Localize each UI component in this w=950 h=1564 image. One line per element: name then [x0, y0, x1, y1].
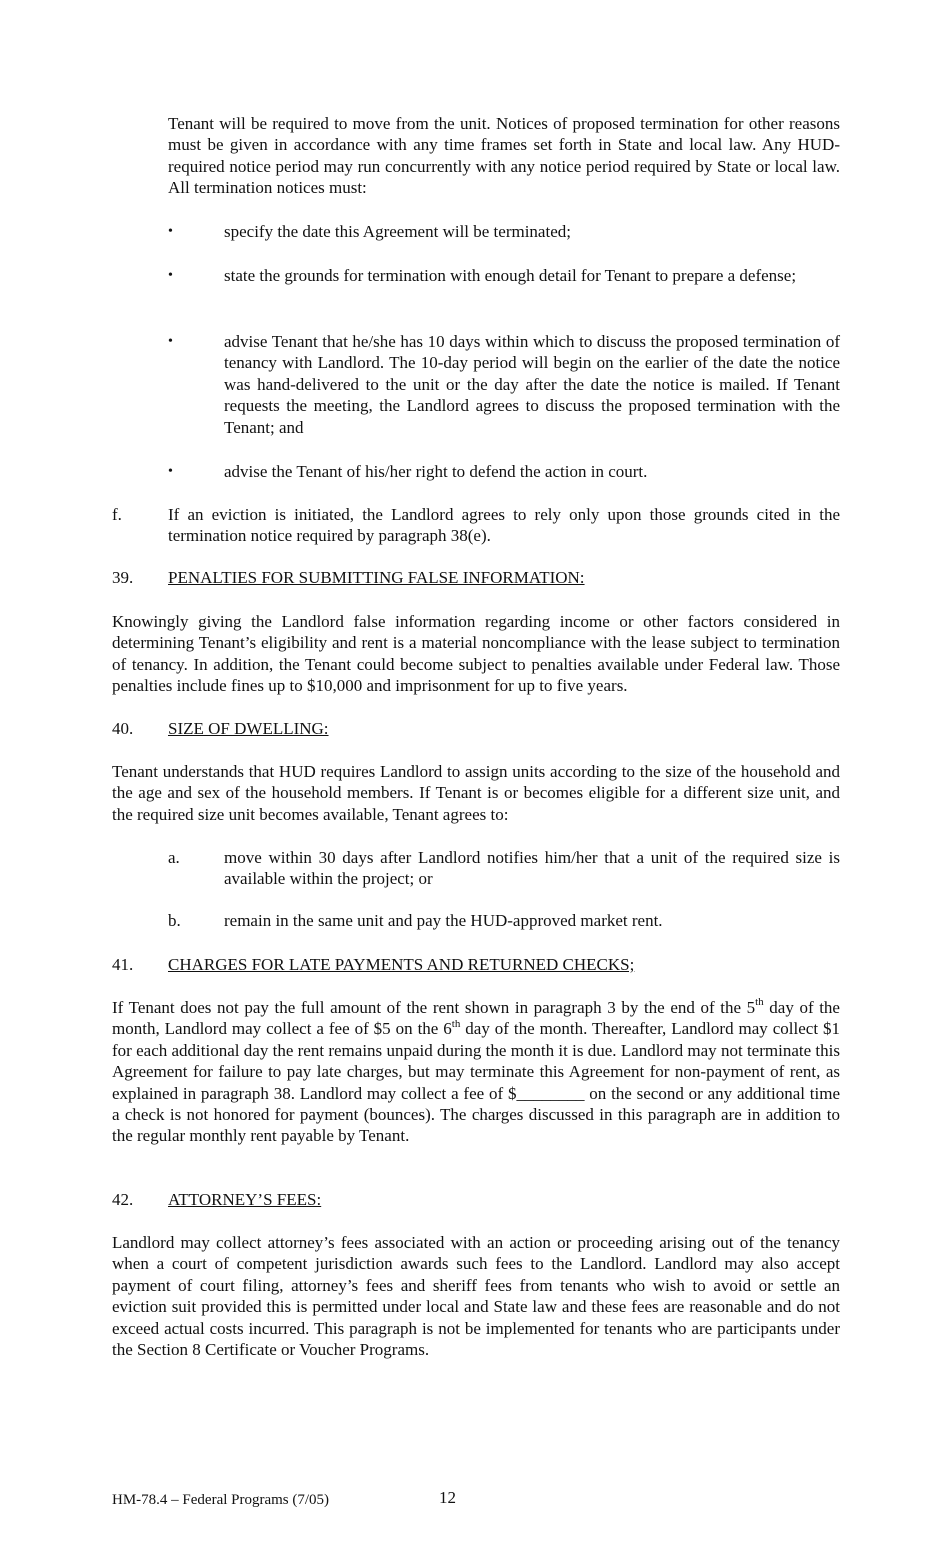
footer-form-id: HM-78.4 – Federal Programs (7/05) [112, 1492, 330, 1508]
section-42-number: 42. [112, 1190, 134, 1209]
item-f-text: If an eviction is initiated, the Landlord agrees to rely only upon those grounds cited in the termination notice required by paragraph 38(e). [168, 505, 840, 546]
superscript: th [451, 1017, 461, 1030]
page-number: 12 [439, 1488, 456, 1507]
section-39-body: Knowingly giving the Landlord false information regarding income or other factors considered in determining Tenant’s eligibility and rent is a material noncompliance with the lease subject to termination of tenancy. In addition, the Tenant could become subject to penalties available under Federal law. Those penalties include fines up to $10,000 and imprisonment for up to five years. [112, 612, 840, 696]
bullet-text: specify the date this Agreement will be terminated; [224, 222, 571, 241]
bullet-icon: • [168, 334, 173, 349]
bullet-text: advise the Tenant of his/her right to defend the action in court. [224, 462, 648, 481]
bullet-icon: • [168, 268, 173, 283]
list-item [168, 461, 840, 482]
section-39-number: 39. [112, 568, 134, 587]
bullet-text: advise Tenant that he/she has 10 days within which to discuss the proposed termination of tenancy with Landlord. The 10-day period will begin on the earlier of the date the notice was hand-delivered to the unit or the day after the date the notice is mailed. If Tenant requests the meeting, the Landlord agrees to discuss the proposed termination with the Tenant; and [224, 332, 840, 437]
section-40-item-text: remain in the same unit and pay the HUD-approved market rent. [224, 911, 663, 930]
section-40-item-label: a. [168, 848, 180, 867]
bullet-icon: • [168, 464, 173, 479]
section-40-heading: SIZE OF DWELLING: [168, 719, 329, 738]
superscript: th [755, 996, 764, 1009]
list-item [168, 221, 840, 242]
section-40-number: 40. [112, 719, 134, 738]
section-41-body: If Tenant does not pay the full amount of the rent shown in paragraph 3 by the end of the 5th day of the month, Landlord may collect a fee of $5 on the 6th day of the month. Thereafter, Landlord may collect $1 for each additional day the rent remains unpaid during the month it is due. Landlord may not terminate this Agreement for failure to pay late charges, but may terminate this Agreement for non-payment of rent, as explained in paragraph 38. Landlord may collect a fee of $________ on the second or any additional time a check is not honored for payment (bounces). The charges discussed in this paragraph are in addition to the regular monthly rent payable by Tenant. [112, 996, 840, 1146]
section-42-body: Landlord may collect attorney’s fees associated with an action or proceeding arising out of the tenancy when a court of competent jurisdiction awards such fees to the Landlord. Landlord may also accept payment of court filing, attorney’s fees and sheriff fees from tenants who wish to avoid or settle an eviction suit provided this is permitted under local and State law and these fees are reasonable and do not exceed actual costs incurred. This paragraph is not be implemented for tenants who are participants under the Section 8 Certificate or Voucher Programs. [112, 1233, 840, 1360]
section-40-body: Tenant understands that HUD requires Landlord to assign units according to the size of the household and the age and sex of the household members. If Tenant is or becomes eligible for a different size unit, and the required size unit becomes available, Tenant agrees to: [112, 762, 840, 824]
section-41-number: 41. [112, 955, 134, 974]
section-41-heading: CHARGES FOR LATE PAYMENTS AND RETURNED CHECKS; [168, 955, 635, 974]
section-42-heading: ATTORNEY’S FEES: [168, 1190, 322, 1209]
item-f-label: f. [112, 505, 122, 524]
section-40-item-text: move within 30 days after Landlord notifies him/her that a unit of the required size is available within the project; or [224, 848, 840, 889]
section-40-item-label: b. [168, 911, 181, 930]
list-item [168, 265, 840, 286]
bullet-icon: • [168, 224, 173, 239]
list-item [168, 331, 840, 438]
bullet-text: state the grounds for termination with enough detail for Tenant to prepare a defense; [224, 266, 797, 285]
section-39-heading: PENALTIES FOR SUBMITTING FALSE INFORMATION: [168, 568, 585, 587]
intro-paragraph: Tenant will be required to move from the unit. Notices of proposed termination for other reasons must be given in accordance with any time frames set forth in State and local law. Any HUD-required notice period may run concurrently with any notice period required by State or local law. All termination notices must: [168, 114, 840, 198]
